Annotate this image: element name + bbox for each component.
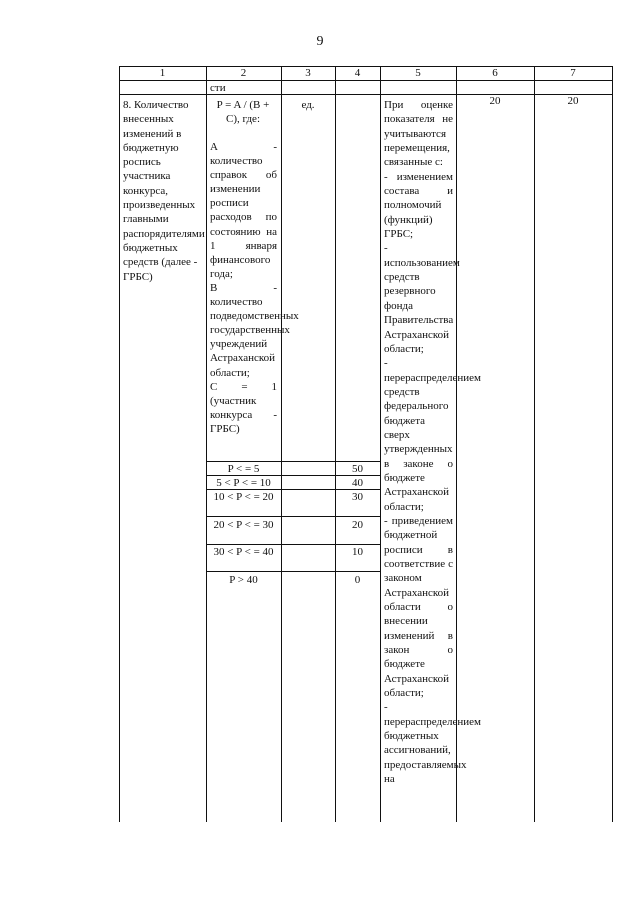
column-header: 2	[240, 67, 247, 79]
formula: P = A / (B + C), где:	[216, 99, 270, 125]
column-header: 6	[492, 67, 498, 79]
score-value: 30	[352, 491, 363, 503]
range-value: 5 < P < = 10	[216, 477, 271, 489]
range-value: 10 < P < = 20	[213, 491, 274, 503]
score-value: 40	[352, 477, 363, 489]
range-value: P < = 5	[227, 463, 260, 475]
unit: ед.	[301, 99, 315, 111]
score-value: 10	[352, 546, 363, 558]
col-divider	[380, 66, 381, 822]
table-left-border	[119, 66, 120, 822]
table-right-border	[612, 66, 613, 822]
range-border	[206, 571, 380, 572]
column-header: 1	[159, 67, 166, 79]
column-header: 7	[570, 67, 576, 79]
column-header: 3	[305, 67, 311, 79]
column-header: 5	[415, 67, 421, 79]
score-value: 0	[354, 574, 361, 586]
page-number: 9	[316, 34, 324, 49]
col6-value: 20	[489, 95, 501, 107]
col-divider	[206, 66, 207, 822]
range-value: 30 < P < = 40	[213, 546, 274, 558]
indicator-name: 8. Количество внесенных изменений в бюджетную роспись участника конкурса, произведенных главными распорядителями бюджетных средств (далее - ГРБС)	[123, 99, 205, 283]
continuation-text: сти	[210, 82, 226, 94]
range-value: P > 40	[229, 574, 258, 586]
note-text: При оценке показателя не учитываются перемещения, связанные с: - изменением состава и полномочий (функций) ГРБС; - использованием средств резервного фонда Правительства Астраханской области; - перераспределением средств федерального бюджета сверх утвержденных в законе о бюджете Астраханской области; - приведением бюджетной росписи в соответствие с законом Астраханской области о внесении изменений в закон о бюджете Астраханской области; - перераспределением бюджетных ассигнований, предоставляемых на	[384, 99, 482, 786]
column-header: 4	[354, 67, 361, 79]
formula-description: A - количество справок об изменении росписи расходов по состоянию на 1 января финансового года; B - количество подведомственных государственных учреждений Астраханской области; C = 1 (участник конкурса - ГРБС)	[210, 141, 299, 435]
range-border	[206, 516, 380, 517]
col-divider	[281, 66, 282, 822]
score-value: 20	[352, 519, 363, 531]
col-divider	[456, 66, 457, 822]
col-divider	[534, 66, 535, 822]
range-value: 20 < P < = 30	[213, 519, 274, 531]
col7-value: 20	[567, 95, 579, 107]
header-bottom-border	[119, 80, 612, 81]
score-value: 50	[352, 463, 363, 475]
col-divider	[335, 66, 336, 822]
